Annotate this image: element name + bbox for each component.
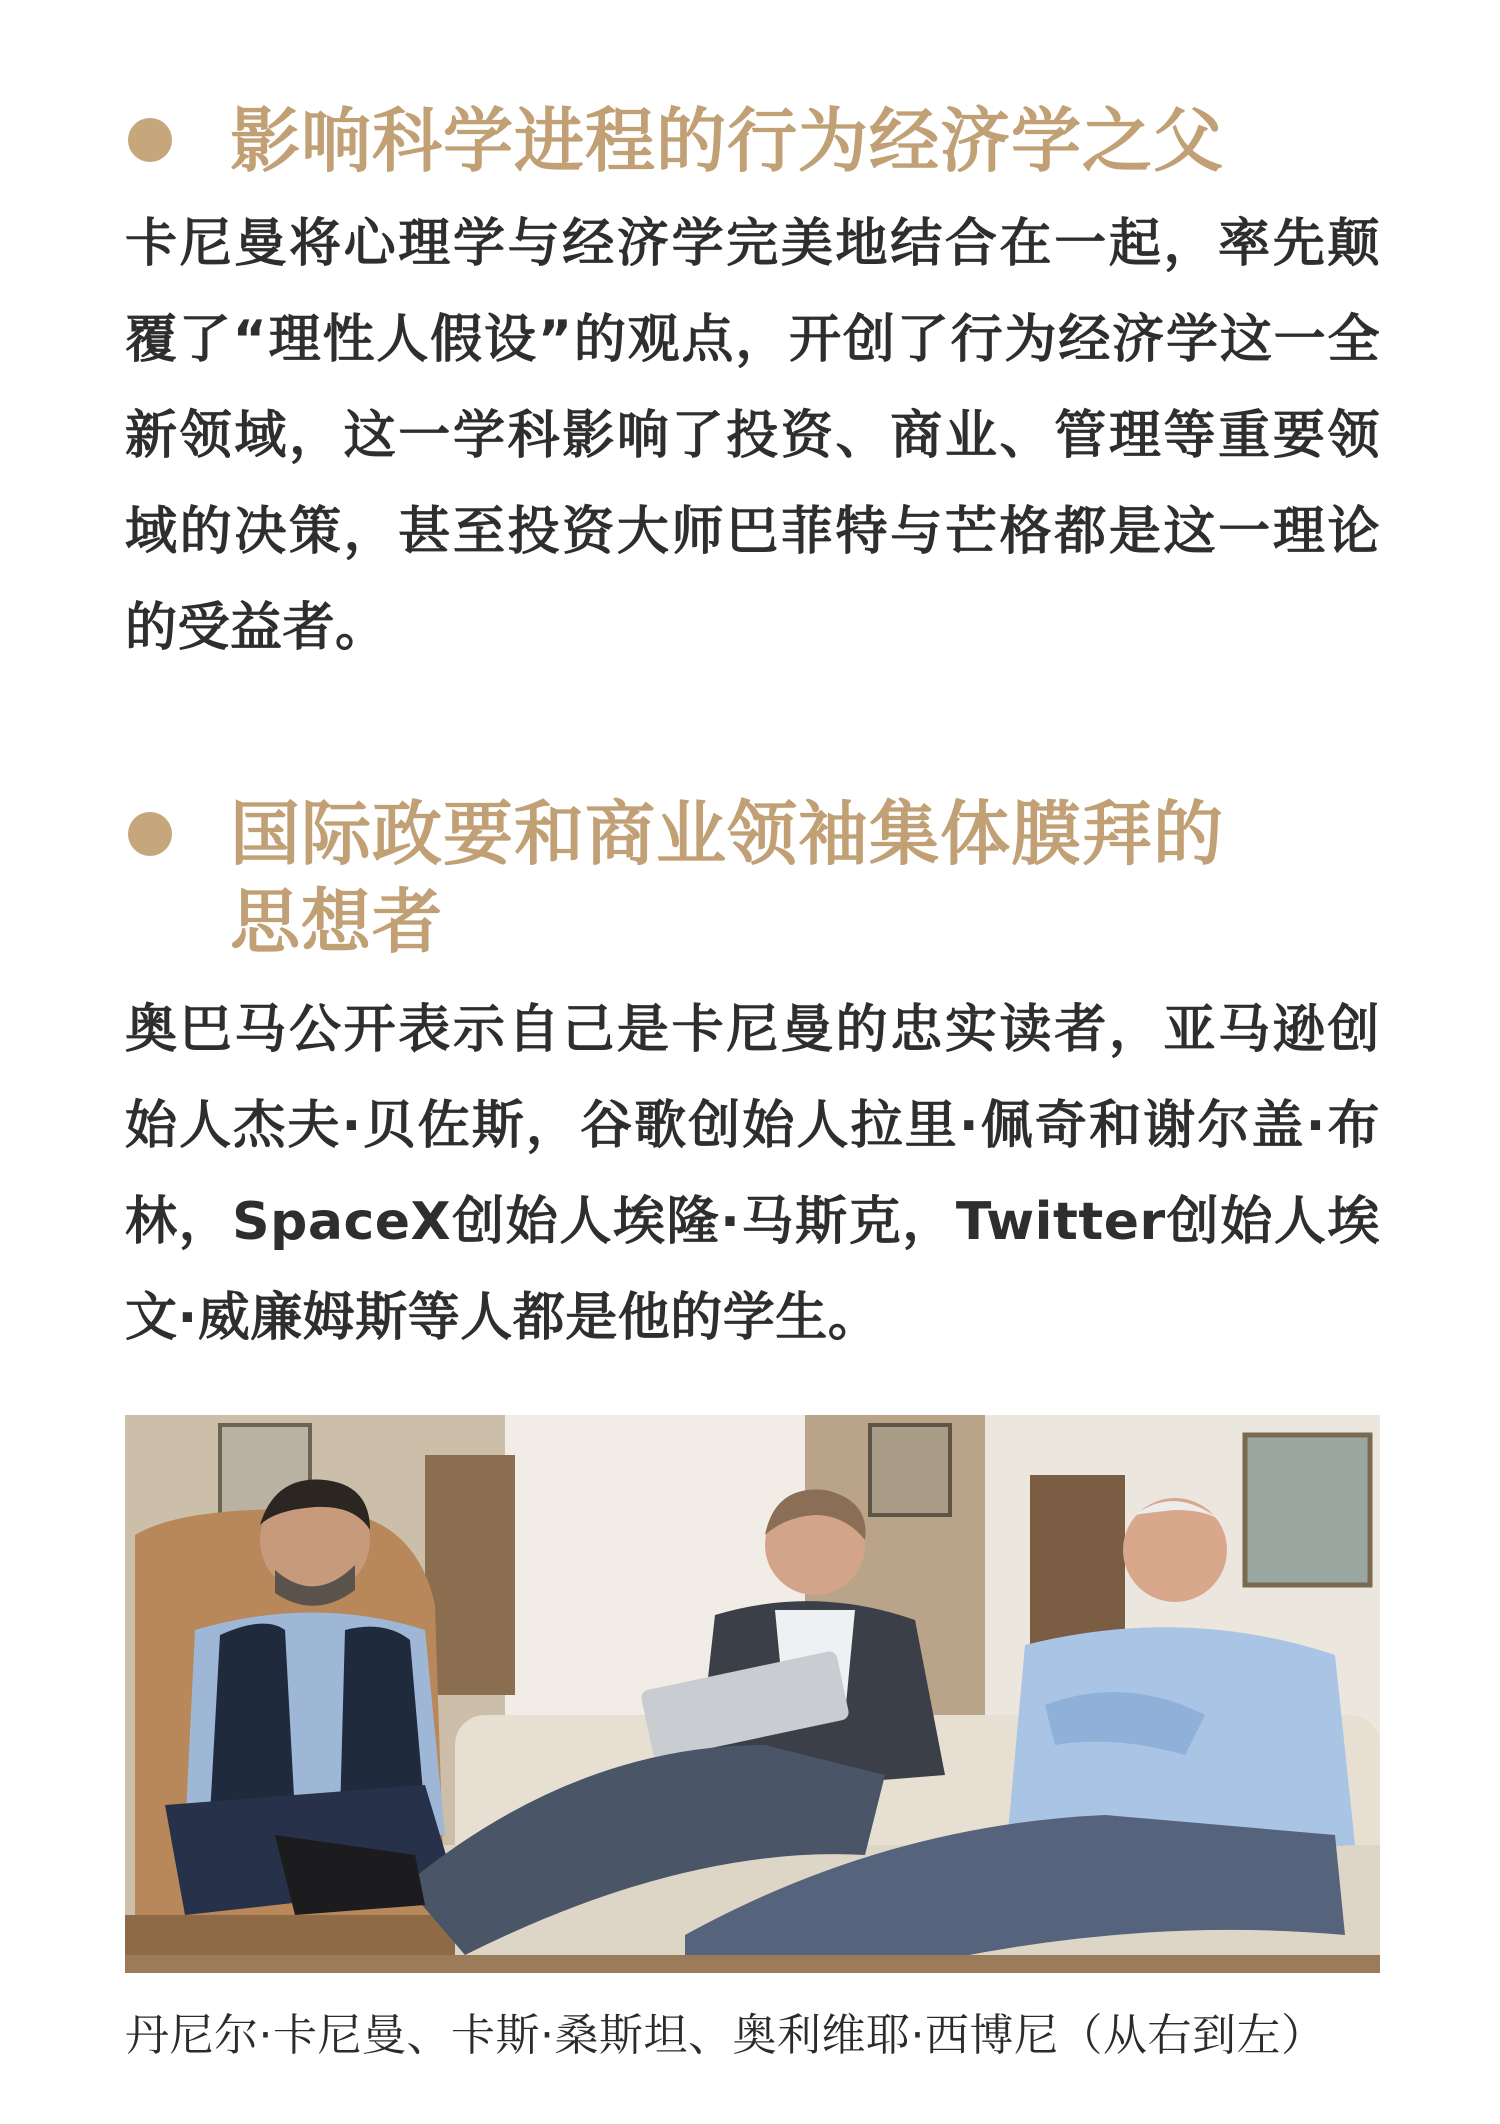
section-heading: 影响科学进程的行为经济学之父 [230, 100, 1224, 182]
group-photo [125, 1415, 1380, 1973]
photo-caption: 丹尼尔·卡尼曼、卡斯·桑斯坦、奥利维耶·西博尼（从右到左） [125, 2010, 1326, 2061]
bullet-dot-icon [128, 812, 172, 856]
section-heading: 国际政要和商业领袖集体膜拜的思想者 [230, 793, 1224, 963]
bullet-dot-icon [128, 118, 172, 162]
photo-illustration [125, 1415, 1380, 1973]
section-paragraph: 奥巴马公开表示自己是卡尼曼的忠实读者，亚马逊创始人杰夫·贝佐斯，谷歌创始人拉里·佩奇和谢尔盖·布林，SpaceX创始人埃隆·马斯克，Twitter创始人埃文·威廉姆斯等人都是他的学生。 [125, 1000, 1380, 1348]
section-paragraph: 卡尼曼将心理学与经济学完美地结合在一起，率先颠覆了“理性人假设”的观点，开创了行为经济学这一全新领域，这一学科影响了投资、商业、管理等重要领域的决策，甚至投资大师巴菲特与芒格都是这一理论的受益者。 [125, 214, 1380, 658]
